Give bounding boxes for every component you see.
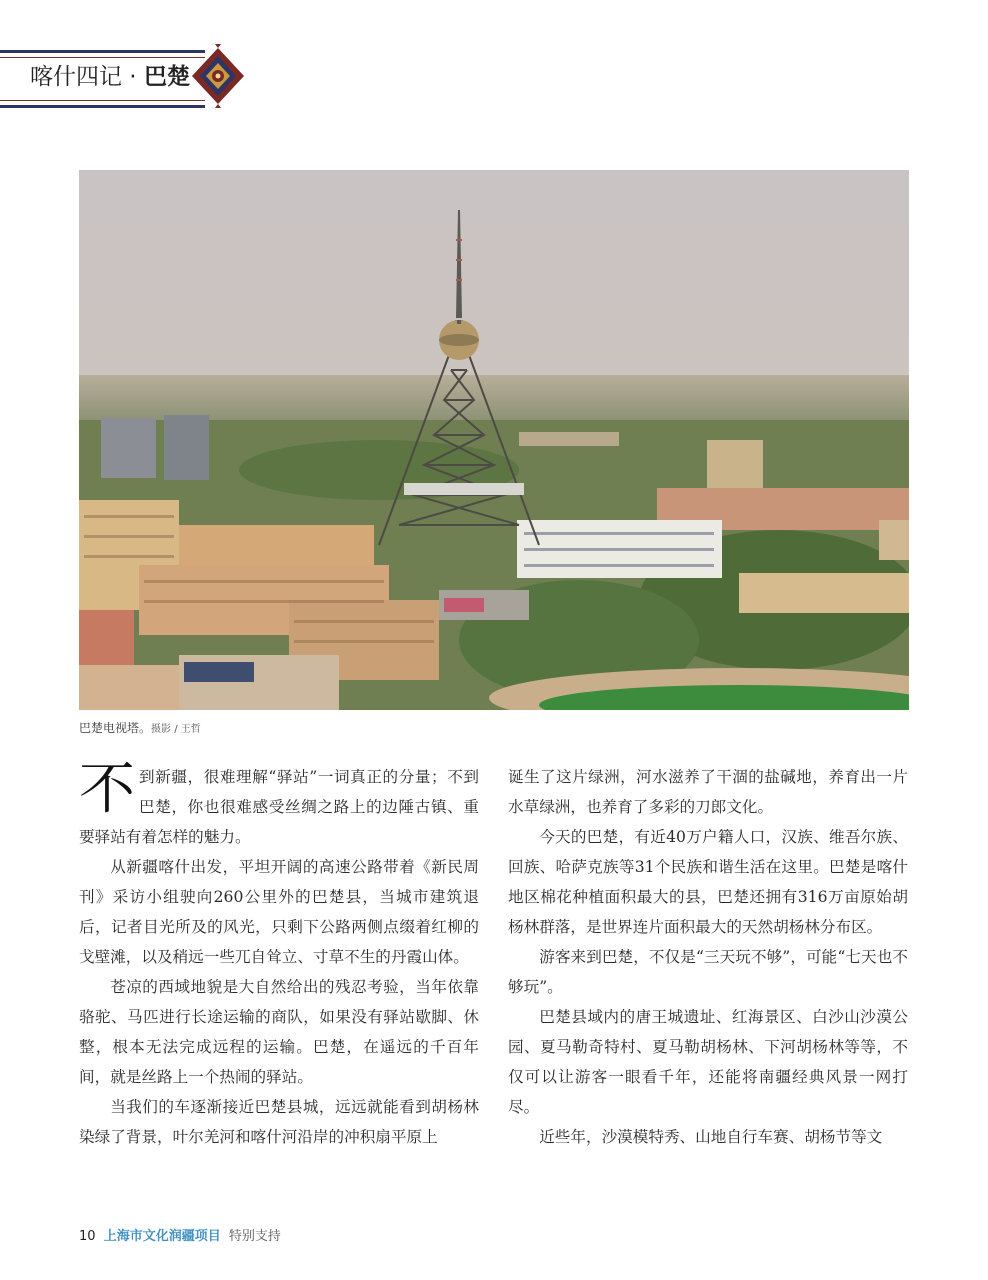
paragraph: 从新疆喀什出发，平坦开阔的高速公路带着《新民周刊》采访小组驶向260公里外的巴楚县，当城市建筑退后，记者目光所及的风光，只剩下公路两侧点缀着红柳的戈壁滩，以及稍远一些兀自耸立、寸草不生的丹霞山体。: [79, 858, 479, 966]
footer-support: 特别支持: [228, 1229, 281, 1244]
city-photo: [79, 170, 909, 710]
paragraph: 今天的巴楚，有近40万户籍人口，汉族、维吾尔族、回族、哈萨克族等31个民族和谐生活在这里。巴楚是喀什地区棉花种植面积最大的县，巴楚还拥有316万亩原始胡杨林群落，是世界连片面积最大的天然胡杨林分布区。: [508, 828, 908, 936]
photo-caption: [79, 719, 201, 736]
paragraph: [79, 757, 479, 852]
page-footer: [79, 1225, 281, 1244]
dropcap: 不: [79, 757, 135, 822]
paragraph: 近些年，沙漠模特秀、山地自行车赛、胡杨节等文: [539, 1128, 883, 1146]
page-number: 10: [79, 1229, 96, 1244]
paragraph: 巴楚县域内的唐王城遗址、红海景区、白沙山沙漠公园、夏马勒奇特村、夏马勒胡杨林、下河胡杨林等等，不仅可以让游客一眼看千年，还能将南疆经典风景一网打尽。: [508, 1008, 908, 1116]
paragraph: 游客来到巴楚，不仅是“三天玩不够”，可能“七天也不够玩”。: [508, 948, 908, 996]
section-name: 巴楚: [143, 64, 190, 90]
paragraph-text: 到新疆，很难理解“驿站”一词真正的分量；不到巴楚，你也很难感受丝绸之路上的边陲古镇、重要驿站有着怎样的魅力。: [79, 768, 479, 846]
footer-organization: 上海市文化润疆项目: [103, 1229, 221, 1244]
ornament-icon: [188, 44, 248, 108]
caption-text: 巴楚电视塔。: [79, 721, 152, 735]
paragraph: 当我们的车逐渐接近巴楚县城，远远就能看到胡杨林染绿了背景，叶尔羌河和喀什河沿岸的冲积扇平原上: [79, 1098, 479, 1146]
section-title: [30, 57, 190, 97]
section-header: [0, 44, 250, 108]
article-column-left: [79, 757, 479, 1152]
photo-credit: 摄影 / 王哲: [151, 724, 201, 735]
paragraph: 诞生了这片绿洲，河水滋养了干涸的盐碱地，养育出一片水草绿洲，也养育了多彩的刀郎文化。: [508, 768, 908, 816]
paragraph: 苍凉的西域地貌是大自然给出的残忍考验，当年依靠骆驼、马匹进行长途运输的商队，如果没有驿站歇脚、休整，根本无法完成远程的运输。巴楚，在遥远的千百年间，就是丝路上一个热闹的驿站。: [79, 978, 479, 1086]
section-prefix: 喀什四记 ·: [30, 64, 144, 90]
tv-tower-photo: [79, 170, 909, 710]
article-column-right: [508, 762, 908, 1152]
